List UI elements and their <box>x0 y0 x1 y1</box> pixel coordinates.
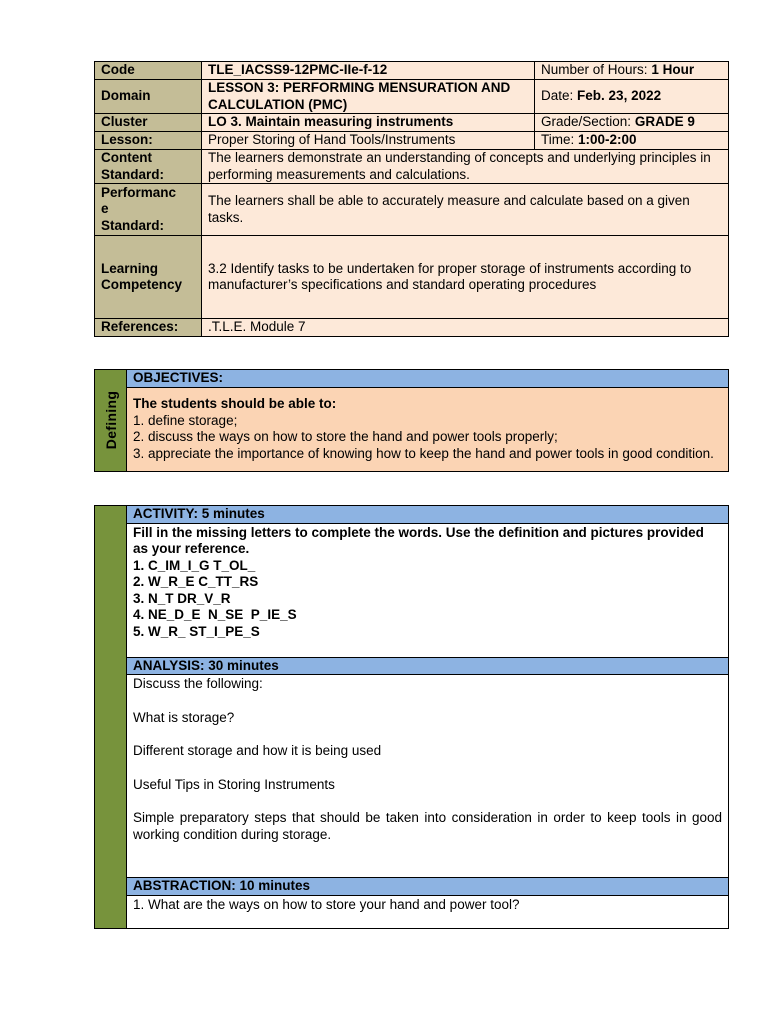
analysis-line: Useful Tips in Storing Instruments <box>133 776 335 792</box>
abstraction-heading: ABSTRACTION: 10 minutes <box>127 878 729 896</box>
grade-label: Grade/Section: <box>541 114 632 130</box>
content-label-line: Content <box>101 150 152 165</box>
content-standard-value: The learners demonstrate an understanding of concepts and underlying principles in performing measurements and calculations. <box>202 150 729 184</box>
defining-label: Defining <box>102 391 119 450</box>
objectives-intro: The students should be able to: <box>133 396 337 411</box>
time-cell <box>535 132 729 150</box>
grade-value: GRADE 9 <box>634 114 695 130</box>
lesson-info-table <box>94 61 729 337</box>
date-cell <box>535 80 729 114</box>
content-label-line: Standard: <box>101 166 165 182</box>
date-value: Feb. 23, 2022 <box>577 88 662 104</box>
activity-item: 3. N_T DR_V_R <box>133 590 231 606</box>
lesson-value: Proper Storing of Hand Tools/Instruments <box>202 132 535 150</box>
activity-item: 2. W_R_E C_TT_RS <box>133 574 259 589</box>
content-standard-label <box>95 150 202 184</box>
activity-instructions: Fill in the missing letters to complete the words. Use the definition and pictures provided as your reference. <box>133 524 704 556</box>
cluster-value: LO 3. Maintain measuring instruments <box>202 114 535 132</box>
objectives-table <box>94 369 729 472</box>
objectives-heading: OBJECTIVES: <box>127 370 729 388</box>
learning-competency-label <box>95 236 202 319</box>
performance-label-line: Standard: <box>101 217 165 233</box>
cluster-label: Cluster <box>95 114 202 132</box>
hours-value: 1 Hour <box>651 62 695 78</box>
references-label: References: <box>95 319 202 337</box>
time-value: 1:00-2:00 <box>578 132 637 148</box>
abstraction-question: 1. What are the ways on how to store your hand and power tool? <box>127 895 729 928</box>
activity-body <box>127 523 729 657</box>
analysis-line: What is storage? <box>133 709 235 725</box>
performance-standard-label <box>95 184 202 236</box>
analysis-body <box>127 675 729 878</box>
objectives-body <box>127 387 729 471</box>
activity-item: 1. C_IM_I_G T_OL_ <box>133 557 256 573</box>
activity-heading: ACTIVITY: 5 minutes <box>127 506 729 524</box>
analysis-line: Discuss the following: <box>133 676 263 691</box>
activity-item: 5. W_R_ ST_I_PE_S <box>133 623 260 639</box>
code-label: Code <box>95 62 202 80</box>
procedure-side-bar <box>95 506 127 929</box>
references-value: .T.L.E. Module 7 <box>202 319 729 337</box>
performance-standard-value: The learners shall be able to accurately measure and calculate based on a given tasks. <box>202 184 729 236</box>
objective-item: 1. define storage; <box>133 412 238 428</box>
lesson-label: Lesson: <box>95 132 202 150</box>
performance-label-line: Performanc <box>101 184 177 200</box>
grade-cell <box>535 114 729 132</box>
time-label: Time: <box>541 132 575 148</box>
code-value: TLE_IACSS9-12PMC-IIe-f-12 <box>202 62 535 80</box>
domain-label: Domain <box>95 80 202 114</box>
activity-item: 4. NE_D_E N_SE P_IE_S <box>133 607 297 622</box>
lesson-procedure-table <box>94 505 729 929</box>
domain-value: LESSON 3: PERFORMING MENSURATION AND CALCULATION (PMC) <box>202 80 535 114</box>
defining-side-bar <box>95 370 127 472</box>
analysis-line: Different storage and how it is being used <box>133 743 382 758</box>
analysis-heading: ANALYSIS: 30 minutes <box>127 657 729 675</box>
hours-label: Number of Hours: <box>541 62 648 78</box>
analysis-line: Simple preparatory steps that should be taken into consideration in order to keep tools in good working condition during storage. <box>133 810 722 842</box>
performance-label-line: e <box>101 201 109 217</box>
competency-label-line: Competency <box>101 277 183 292</box>
objective-item: 2. discuss the ways on how to store the hand and power tools properly; <box>133 429 558 444</box>
date-label: Date: <box>541 88 574 104</box>
hours-cell <box>535 62 729 80</box>
learning-competency-value: 3.2 Identify tasks to be undertaken for proper storage of instruments according to manufacturer’s specifications and standard operating procedures <box>202 236 729 319</box>
objective-item: 3. appreciate the importance of knowing how to keep the hand and power tools in good condition. <box>133 445 714 461</box>
competency-label-line: Learning <box>101 260 159 276</box>
